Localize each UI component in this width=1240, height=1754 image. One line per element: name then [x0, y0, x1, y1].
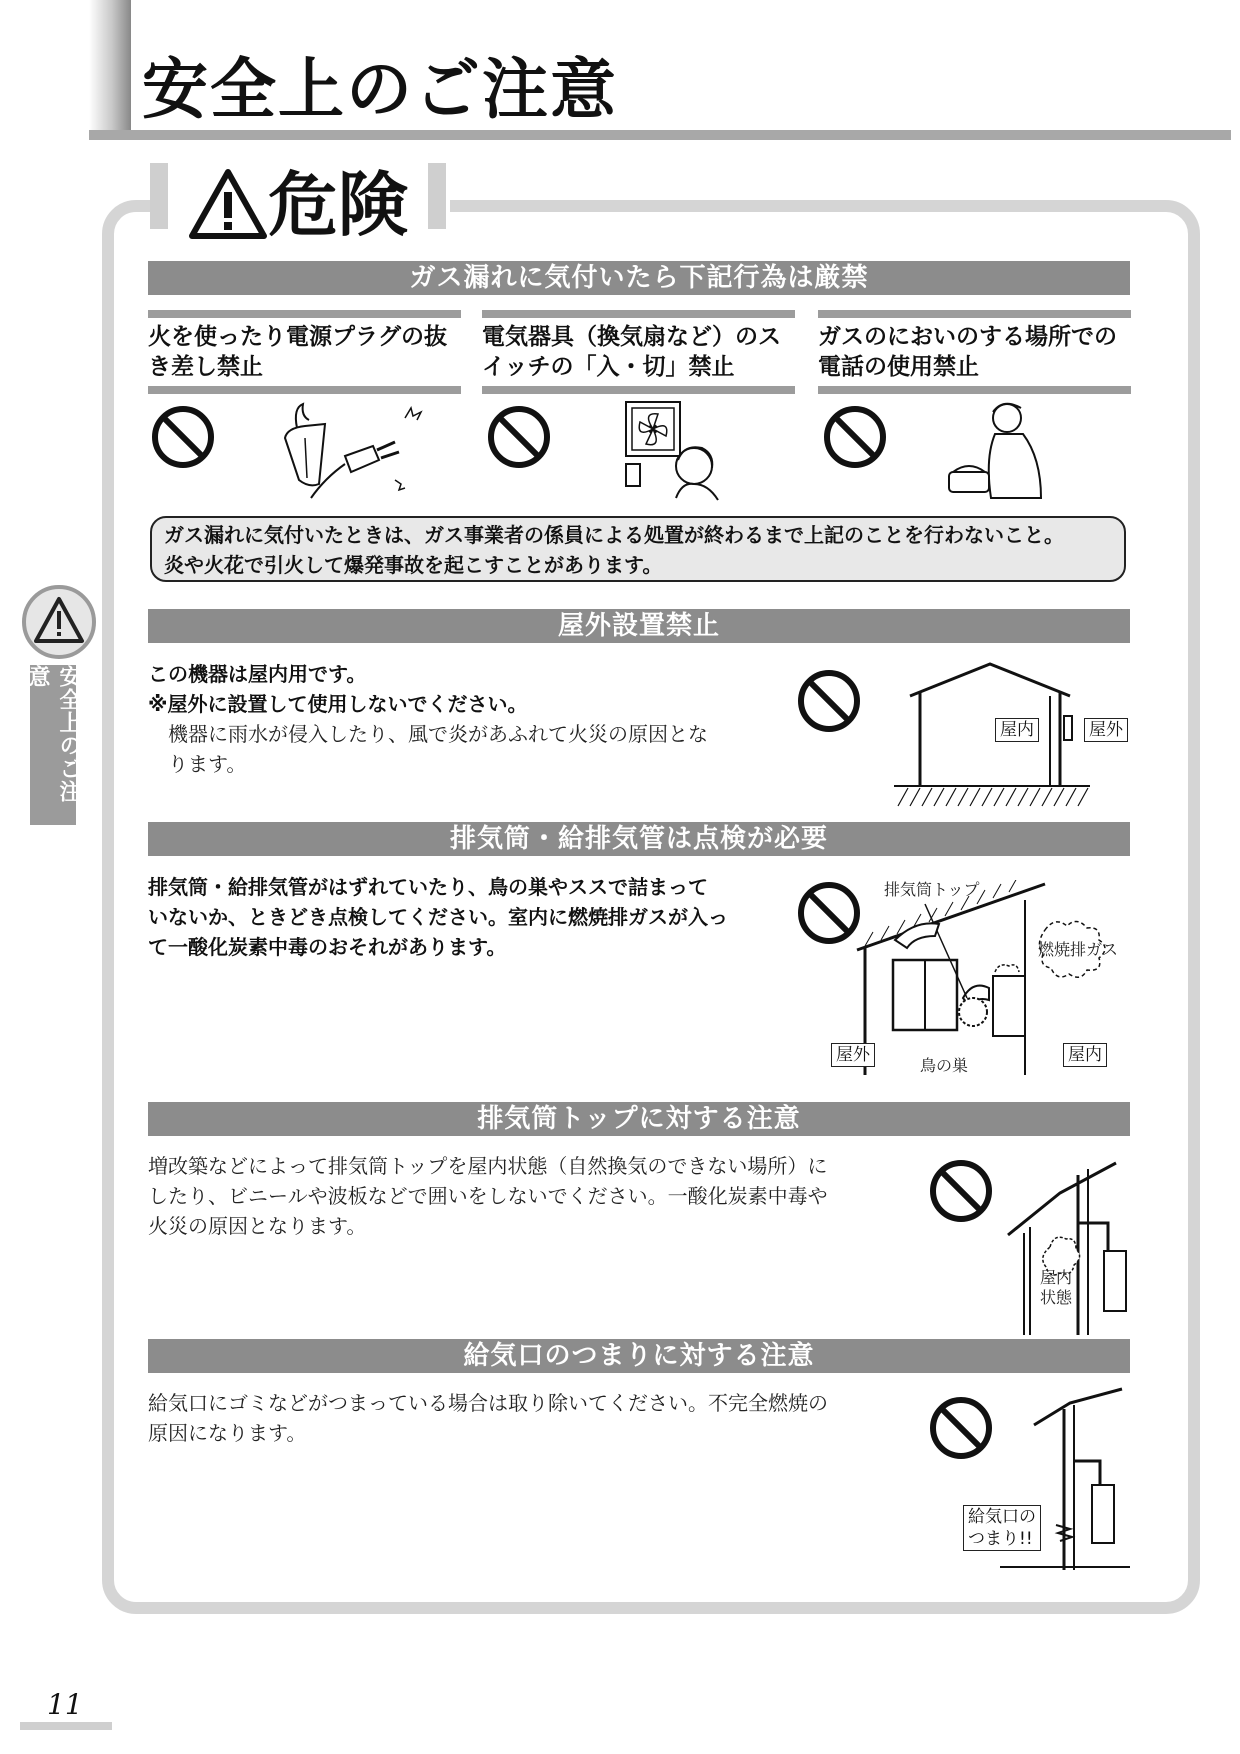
section-intake-title: 給気口のつまりに対する注意 — [148, 1339, 1130, 1373]
prohibition-icon — [796, 880, 862, 946]
exhaust-body — [148, 872, 748, 962]
outdoor-body — [148, 659, 748, 779]
label-intake-blocked — [963, 1505, 1041, 1551]
side-tab-label: 安全上のご注意 — [30, 665, 76, 825]
outdoor-line-2: ※屋外に設置して使用しないでください。 — [148, 692, 528, 716]
exhaust-top-body — [148, 1151, 868, 1241]
outdoor-line-4: ります。 — [168, 752, 247, 776]
exhaust-top-line-2: したり、ビニールや波板などで囲いをしないでください。一酸化炭素中毒や — [148, 1184, 828, 1208]
label-intake-blocked-1: 給気口の — [968, 1507, 1036, 1527]
header-accent-bar — [89, 0, 131, 140]
danger-bracket-right — [428, 163, 446, 229]
fan-switch-illustration — [622, 398, 732, 503]
enclosed-exhaust-illustration — [1000, 1155, 1130, 1335]
label-indoor: 屋内 — [1063, 1043, 1107, 1067]
prohibition-icon — [486, 404, 552, 470]
exhaust-line-1: 排気筒・給排気管がはずれていたり、鳥の巣やススで詰まって — [148, 875, 708, 899]
danger-label: 危険 — [268, 164, 408, 246]
section-outdoor-title: 屋外設置禁止 — [148, 609, 1130, 643]
danger-bracket-left — [150, 163, 168, 229]
intake-body — [148, 1388, 868, 1448]
label-exhaust-top: 排気筒トップ — [884, 880, 980, 899]
exhaust-top-line-3: 火災の原因となります。 — [148, 1214, 367, 1238]
warning-triangle-icon — [26, 589, 92, 655]
notice-line-1: ガス漏れに気付いたときは、ガス事業者の係員による処置が終わるまで上記のことを行わないこと。 — [164, 523, 1064, 547]
lighter-plug-illustration — [275, 398, 435, 503]
label-indoor-state — [1040, 1268, 1072, 1308]
page-title: 安全上のご注意 — [142, 51, 618, 128]
outdoor-line-3: 機器に雨水が侵入したり、風で炎があふれて火災の原因とな — [168, 722, 708, 746]
notice-line-2: 炎や火花で引火して爆発事故を起こすことがあります。 — [164, 553, 663, 577]
intake-line-2: 原因になります。 — [148, 1421, 307, 1445]
gas-item-phone-label: ガスのにおいのする場所での電話の使用禁止 — [818, 324, 1117, 380]
prohibition-icon — [150, 404, 216, 470]
label-bird-nest: 鳥の巣 — [920, 1056, 969, 1075]
gas-item-fire-label: 火を使ったり電源プラグの抜き差し禁止 — [148, 324, 447, 380]
gas-item-switch — [482, 310, 795, 394]
gas-leak-notice — [150, 516, 1126, 582]
prohibition-icon — [796, 668, 862, 734]
gas-item-switch-label: 電気器具（換気扇など）のスイッチの「入・切」禁止 — [482, 324, 781, 380]
page-number: 11 — [47, 1688, 83, 1721]
label-indoor-state-2: 状態 — [1040, 1288, 1073, 1307]
side-warning-badge — [22, 585, 96, 659]
danger-warning-icon — [188, 168, 268, 240]
section-gas-leak-title: ガス漏れに気付いたら下記行為は厳禁 — [148, 261, 1130, 295]
exhaust-line-3: て一酸化炭素中毒のおそれがあります。 — [148, 935, 507, 959]
exhaust-line-2: いないか、ときどき点検してください。室内に燃焼排ガスが入っ — [148, 905, 728, 929]
section-exhaust-title: 排気筒・給排気管は点検が必要 — [148, 822, 1130, 856]
prohibition-icon — [822, 404, 888, 470]
label-combustion-gas: 燃焼排ガス — [1038, 940, 1119, 959]
prohibition-icon — [928, 1158, 994, 1224]
prohibition-icon — [928, 1395, 994, 1461]
telephone-illustration — [945, 398, 1055, 503]
side-tab — [22, 585, 84, 823]
exhaust-top-line-1: 増改築などによって排気筒トップを屋内状態（自然換気のできない場所）に — [148, 1154, 828, 1178]
gas-item-phone — [818, 310, 1131, 394]
intake-line-1: 給気口にゴミなどがつまっている場合は取り除いてください。不完全燃焼の — [148, 1391, 828, 1415]
label-indoor: 屋内 — [995, 718, 1039, 742]
outdoor-line-1: この機器は屋内用です。 — [148, 662, 367, 686]
label-outdoor: 屋外 — [831, 1043, 875, 1067]
label-intake-blocked-2: つまり!! — [968, 1529, 1033, 1549]
page-number-rule — [20, 1722, 112, 1730]
section-exhaust-top-title: 排気筒トップに対する注意 — [148, 1102, 1130, 1136]
gas-item-fire — [148, 310, 461, 394]
label-outdoor: 屋外 — [1084, 718, 1128, 742]
label-indoor-state-1: 屋内 — [1040, 1268, 1073, 1287]
